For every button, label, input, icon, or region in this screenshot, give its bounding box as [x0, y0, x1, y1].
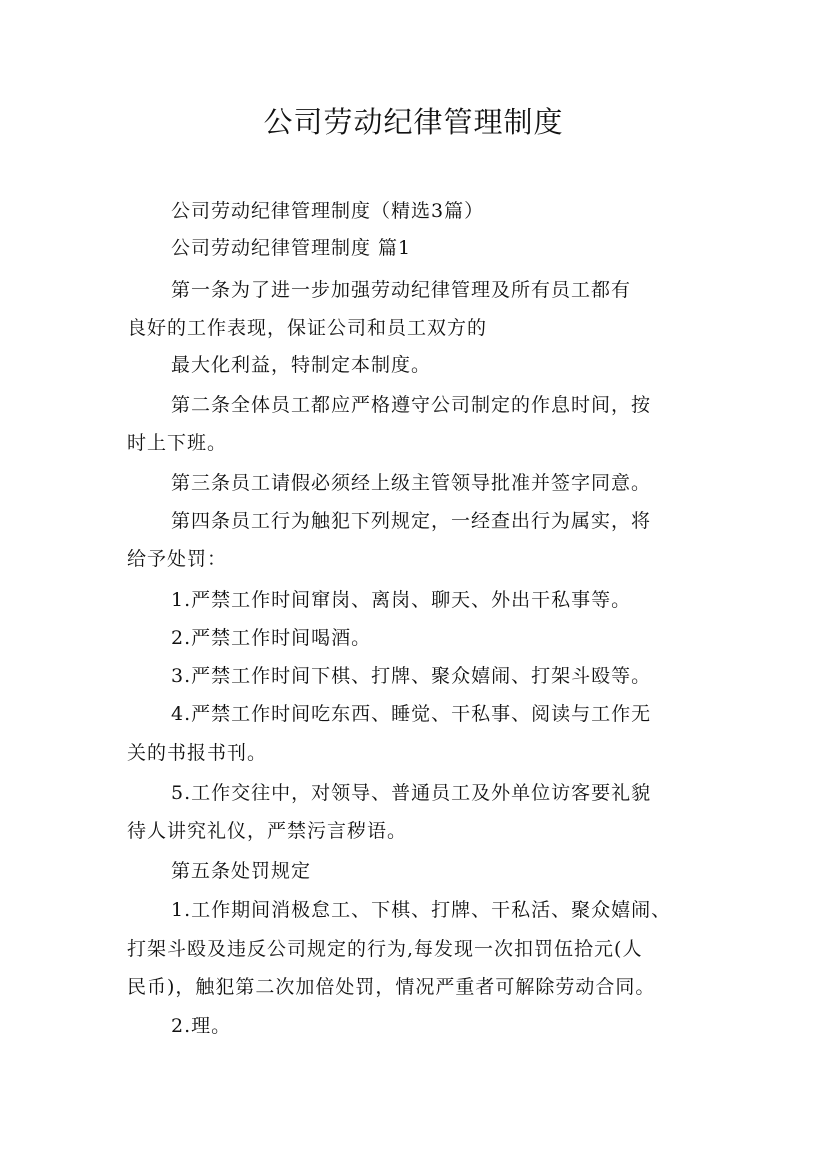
list-item: 2.严禁工作时间喝酒。	[171, 627, 372, 649]
list-item: 2.理。	[171, 1015, 232, 1037]
list-item: 待人讲究礼仪，严禁污言秽语。	[127, 820, 408, 842]
paragraph-line: 第四条员工行为触犯下列规定，一经查出行为属实，将	[171, 510, 652, 532]
list-item: 5.工作交往中，对领导、普通员工及外单位访客要礼貌	[171, 782, 652, 804]
list-item: 3.严禁工作时间下棋、打牌、聚众嬉闹、打架斗殴等。	[171, 665, 652, 687]
list-item: 民币)，触犯第二次加倍处罚，情况严重者可解除劳动合同。	[127, 976, 656, 998]
paragraph-line: 给予处罚：	[127, 548, 228, 570]
paragraph-line: 最大化利益，特制定本制度。	[171, 354, 432, 376]
list-item: 4.严禁工作时间吃东西、睡觉、干私事、阅读与工作无	[171, 703, 652, 725]
list-item: 1.严禁工作时间窜岗、离岗、聊天、外出干私事等。	[171, 589, 632, 611]
list-item: 1.工作期间消极怠工、下棋、打牌、干私活、聚众嬉闹、	[171, 899, 672, 921]
paragraph-line: 第五条处罚规定	[171, 860, 312, 882]
paragraph-line: 第一条为了进一步加强劳动纪律管理及所有员工都有	[171, 279, 632, 301]
document-title: 公司劳动纪律管理制度	[263, 105, 564, 139]
section-heading: 公司劳动纪律管理制度 篇1	[171, 237, 412, 259]
paragraph-line: 第二条全体员工都应严格遵守公司制定的作息时间，按	[171, 394, 652, 416]
paragraph-line: 良好的工作表现，保证公司和员工双方的	[127, 317, 488, 339]
subtitle-line: 公司劳动纪律管理制度（精选3篇）	[171, 200, 485, 222]
paragraph-line: 时上下班。	[127, 432, 228, 454]
list-item: 打架斗殴及违反公司规定的行为,每发现一次扣罚伍拾元(人	[127, 938, 643, 960]
paragraph-line: 第三条员工请假必须经上级主管领导批准并签字同意。	[171, 472, 652, 494]
list-item: 关的书报书刊。	[127, 742, 268, 764]
